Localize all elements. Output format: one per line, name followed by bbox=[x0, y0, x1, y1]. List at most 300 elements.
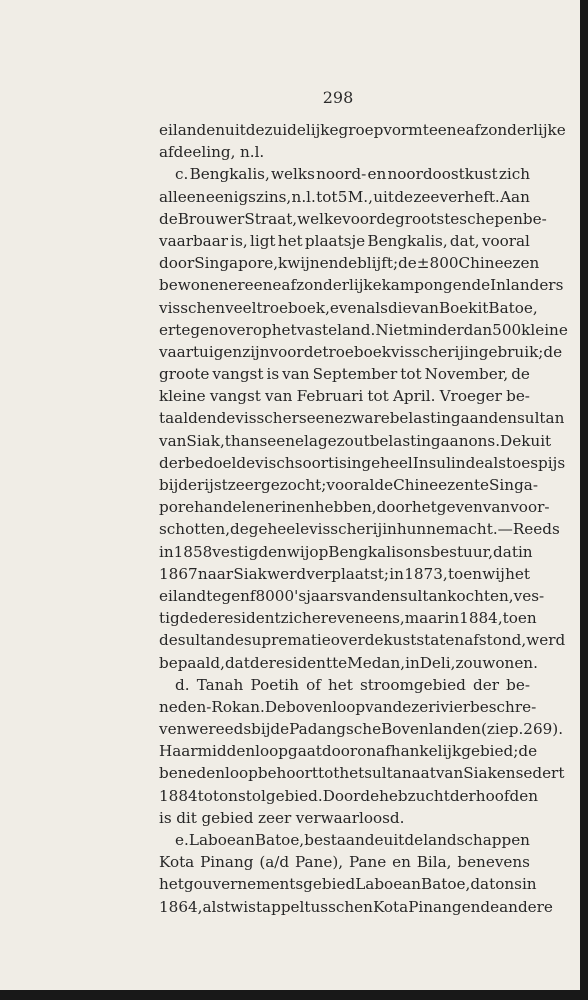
word: en bbox=[367, 165, 387, 184]
word: vaartuigen bbox=[159, 342, 243, 361]
word: Tanah bbox=[196, 675, 244, 694]
word: er bbox=[228, 276, 245, 295]
word: Niet bbox=[375, 320, 409, 339]
word: toespijs bbox=[506, 453, 566, 472]
word: ligt bbox=[250, 231, 276, 250]
word: en bbox=[392, 853, 411, 872]
word: rijst bbox=[197, 476, 228, 494]
text-line bbox=[159, 696, 537, 718]
word: de bbox=[394, 187, 414, 206]
word: welke bbox=[297, 209, 343, 228]
word: verplaatst; bbox=[306, 564, 390, 583]
word: Bovenlanden bbox=[381, 720, 481, 739]
word: deze bbox=[392, 697, 429, 716]
word: 1858 bbox=[173, 542, 213, 561]
word: wonen. bbox=[482, 653, 538, 672]
word: kleine bbox=[521, 320, 568, 339]
scan-border-right bbox=[580, 0, 588, 1000]
word: maar bbox=[404, 609, 445, 628]
word: te bbox=[473, 476, 490, 494]
word: den bbox=[488, 409, 517, 428]
word: Medan, bbox=[347, 653, 406, 672]
word: voor bbox=[342, 209, 377, 228]
word: dan bbox=[463, 320, 493, 339]
word: Poetih bbox=[250, 675, 299, 694]
word: in bbox=[346, 453, 362, 472]
word: kuststaten bbox=[383, 631, 465, 650]
word: ves- bbox=[513, 586, 545, 605]
word: vangst bbox=[209, 387, 261, 406]
word: stroomgebied bbox=[360, 675, 466, 694]
word: noordoostkust bbox=[387, 165, 498, 184]
word: er bbox=[265, 498, 282, 517]
word: ons. bbox=[468, 431, 501, 450]
word: Haar bbox=[159, 742, 198, 761]
word: eene bbox=[306, 409, 344, 428]
word: die bbox=[387, 298, 412, 317]
text-line bbox=[159, 430, 552, 452]
text-line bbox=[159, 563, 530, 585]
word: de bbox=[159, 631, 178, 650]
body-text bbox=[159, 119, 568, 918]
word: door bbox=[376, 498, 412, 517]
text-line bbox=[159, 141, 530, 163]
word: gebied; bbox=[461, 742, 519, 761]
word: of bbox=[306, 675, 321, 694]
word: eveneens, bbox=[328, 609, 405, 628]
word: twistappel bbox=[224, 897, 305, 916]
word: Februari bbox=[296, 387, 364, 406]
word: Siak bbox=[233, 564, 267, 583]
word: dat bbox=[224, 653, 250, 672]
word: de bbox=[471, 276, 491, 295]
word: van bbox=[344, 586, 372, 605]
text-line bbox=[159, 252, 540, 274]
word: van bbox=[265, 387, 293, 406]
word: resident bbox=[217, 609, 281, 628]
word: zich bbox=[498, 165, 530, 184]
page-number: 298 bbox=[322, 88, 354, 107]
word: onafhankelijk bbox=[357, 742, 462, 761]
word: tusschen bbox=[304, 897, 373, 916]
word: be- bbox=[522, 209, 547, 228]
word: veel bbox=[225, 298, 257, 317]
word: De bbox=[264, 697, 287, 716]
word: 269). bbox=[523, 720, 564, 739]
word: troeboek, bbox=[256, 298, 330, 317]
text-line bbox=[159, 829, 530, 851]
word: wij bbox=[286, 542, 310, 561]
word: bestuur, bbox=[430, 542, 494, 561]
word: gouvernementsgebied bbox=[183, 875, 356, 894]
word: geven bbox=[436, 498, 483, 517]
word: er bbox=[311, 609, 329, 628]
word: dat bbox=[470, 875, 496, 894]
word: is, bbox=[230, 231, 248, 250]
word: eene bbox=[428, 121, 466, 139]
word: Inlanders bbox=[490, 276, 564, 295]
word: sultan bbox=[399, 586, 448, 605]
word: e. bbox=[175, 831, 189, 849]
word: 1884 bbox=[159, 786, 198, 805]
word: vooral bbox=[481, 231, 530, 250]
word: eiland bbox=[159, 586, 207, 605]
word: c. bbox=[175, 165, 189, 184]
text-line bbox=[159, 363, 530, 385]
word: Pane), bbox=[294, 853, 344, 872]
word: is bbox=[334, 453, 347, 472]
word: Vroeger bbox=[439, 387, 502, 406]
word: sultanaat bbox=[364, 764, 436, 783]
word: jaars bbox=[306, 586, 344, 605]
word: zware bbox=[343, 409, 390, 428]
word: op bbox=[252, 320, 272, 339]
text-line bbox=[159, 652, 538, 674]
word: Singapore, bbox=[194, 254, 279, 273]
word: Bila, bbox=[416, 853, 452, 872]
word: de bbox=[245, 121, 265, 139]
text-line bbox=[159, 297, 538, 319]
word: vaarbaar bbox=[159, 231, 229, 250]
text-line bbox=[159, 186, 530, 208]
text-line bbox=[159, 629, 566, 651]
text-line bbox=[159, 740, 538, 762]
word: en bbox=[295, 498, 315, 517]
word: voor bbox=[269, 342, 304, 361]
word: andere bbox=[499, 897, 553, 916]
word: in bbox=[464, 342, 479, 361]
word: van bbox=[435, 764, 464, 783]
word: macht. bbox=[444, 520, 498, 539]
word: taalden bbox=[159, 409, 217, 428]
word: uit bbox=[383, 831, 405, 849]
word: tegenover bbox=[175, 320, 253, 339]
word: tolgebied. bbox=[245, 786, 323, 805]
word: van bbox=[365, 697, 393, 716]
word: tot bbox=[400, 365, 422, 384]
text-line bbox=[159, 163, 530, 185]
word: vormt bbox=[383, 121, 429, 139]
word: Siak bbox=[463, 764, 497, 783]
text-line bbox=[159, 718, 564, 740]
word: in bbox=[517, 542, 533, 561]
word: de bbox=[216, 409, 236, 428]
word: bestaande bbox=[304, 831, 384, 849]
word: benevens bbox=[457, 853, 530, 872]
text-line bbox=[159, 785, 538, 807]
word: Boekit bbox=[438, 298, 489, 317]
text-line bbox=[159, 407, 565, 429]
word: als bbox=[484, 453, 506, 472]
word: zich bbox=[280, 609, 312, 628]
word: kochten, bbox=[447, 586, 514, 605]
word: voor- bbox=[510, 498, 550, 517]
word: de bbox=[518, 742, 538, 761]
word: uit bbox=[373, 187, 395, 206]
word: ven bbox=[159, 720, 187, 739]
word: de bbox=[225, 631, 244, 650]
text-line bbox=[159, 119, 566, 141]
word: en bbox=[461, 897, 481, 916]
word: toen bbox=[447, 564, 482, 583]
word: der bbox=[449, 786, 476, 805]
word: Reeds bbox=[512, 520, 560, 539]
word: d. bbox=[175, 675, 190, 694]
word: werd bbox=[526, 631, 566, 650]
word: November, bbox=[424, 365, 509, 384]
word: 500 bbox=[492, 320, 522, 339]
word: hebben, bbox=[314, 498, 377, 517]
word: het bbox=[159, 875, 184, 894]
word: visscherij bbox=[309, 520, 383, 539]
word: in bbox=[382, 520, 397, 539]
word: September bbox=[312, 365, 398, 384]
word: gaat bbox=[287, 742, 322, 761]
text-line bbox=[159, 319, 568, 341]
word: De bbox=[500, 431, 522, 450]
word: 1867 bbox=[159, 564, 198, 583]
word: gebruik; bbox=[478, 342, 544, 361]
word: van bbox=[159, 431, 187, 450]
word: Straat, bbox=[244, 209, 298, 228]
word: visschen bbox=[159, 298, 226, 317]
word: in bbox=[405, 653, 420, 672]
word: Brouwer bbox=[177, 209, 245, 228]
word: dit bbox=[176, 808, 197, 827]
word: plaatsje bbox=[304, 231, 366, 250]
word: bij bbox=[159, 476, 179, 494]
word: de bbox=[374, 476, 394, 494]
text-line bbox=[159, 496, 550, 518]
text-line bbox=[159, 851, 530, 873]
word: geheele bbox=[248, 520, 310, 539]
word: de bbox=[398, 254, 417, 273]
word: van bbox=[482, 498, 511, 517]
word: 5 bbox=[337, 187, 348, 206]
word: 8000 bbox=[255, 586, 295, 605]
word: lage bbox=[304, 431, 337, 450]
word: behoort bbox=[257, 764, 318, 783]
word: Batoe, bbox=[421, 875, 471, 894]
word: 1884, bbox=[459, 609, 503, 628]
text-line bbox=[159, 474, 538, 496]
word: tot bbox=[318, 764, 340, 783]
word: alleen bbox=[159, 187, 206, 206]
word: reeds bbox=[208, 720, 252, 739]
word: eene bbox=[267, 431, 305, 450]
word: gezocht; bbox=[261, 476, 327, 494]
word: 1873, bbox=[404, 564, 448, 583]
word: het bbox=[411, 498, 437, 517]
word: be- bbox=[506, 387, 530, 406]
word: Pane bbox=[348, 853, 387, 872]
word: welks bbox=[271, 165, 315, 184]
word: door bbox=[159, 254, 195, 273]
text-line bbox=[159, 541, 533, 563]
text-line bbox=[159, 341, 563, 363]
word: kleine bbox=[159, 387, 206, 406]
word: Chineezen bbox=[393, 476, 474, 494]
word: de bbox=[230, 520, 249, 539]
word: tegen bbox=[206, 586, 250, 605]
word: M., bbox=[347, 187, 373, 206]
word: thans bbox=[224, 431, 268, 450]
word: Padangsche bbox=[289, 720, 382, 739]
word: noord- bbox=[316, 165, 367, 184]
word: Insulinde bbox=[412, 453, 485, 472]
word: werd bbox=[267, 564, 307, 583]
word: over bbox=[330, 631, 365, 650]
word: troeboekvisscherij bbox=[322, 342, 465, 361]
word: en bbox=[496, 764, 516, 783]
word: afstond, bbox=[464, 631, 527, 650]
word: het bbox=[328, 675, 353, 694]
word: dat bbox=[493, 542, 518, 561]
word: afdeeling, bbox=[159, 143, 236, 162]
word: (a/d bbox=[259, 853, 290, 872]
word: Bengkalis bbox=[328, 542, 404, 561]
word: in bbox=[281, 498, 296, 517]
word: Door bbox=[322, 786, 361, 805]
word: pore bbox=[159, 498, 195, 517]
text-line bbox=[159, 230, 530, 252]
word: bewonen bbox=[159, 276, 229, 295]
word: vangst bbox=[212, 365, 264, 384]
word: afzonderlijke bbox=[281, 276, 382, 295]
text-line bbox=[159, 762, 565, 784]
word: toen bbox=[502, 609, 537, 628]
word: 's bbox=[294, 586, 307, 605]
word: zeer bbox=[257, 808, 292, 827]
word: Laboean bbox=[188, 831, 255, 849]
word: en bbox=[452, 276, 472, 295]
word: zeer bbox=[227, 476, 261, 494]
word: de bbox=[303, 342, 323, 361]
word: hunne bbox=[396, 520, 445, 539]
word: is bbox=[266, 365, 280, 384]
word: de bbox=[376, 209, 396, 228]
word: minder bbox=[408, 320, 464, 339]
word: Singa- bbox=[489, 476, 538, 494]
word: ons bbox=[495, 875, 522, 894]
word: het bbox=[271, 320, 297, 339]
word: schotten, bbox=[159, 520, 231, 539]
word: Pinang bbox=[200, 853, 254, 872]
word: de bbox=[270, 720, 290, 739]
scan-border-bottom bbox=[0, 990, 588, 1000]
word: te bbox=[332, 653, 348, 672]
word: de bbox=[511, 365, 530, 384]
word: dat, bbox=[449, 231, 480, 250]
word: p. bbox=[508, 720, 524, 739]
word: bij bbox=[251, 720, 271, 739]
word: uit bbox=[225, 121, 246, 139]
word: in bbox=[521, 875, 537, 894]
word: sultan bbox=[517, 409, 565, 428]
text-line bbox=[159, 518, 560, 540]
word: tigde bbox=[159, 609, 199, 628]
word: Kota bbox=[159, 853, 195, 872]
word: de bbox=[543, 342, 563, 361]
text-line bbox=[159, 452, 566, 474]
word: Batoe, bbox=[488, 298, 538, 317]
word: het bbox=[339, 764, 365, 783]
word: hebzucht bbox=[379, 786, 450, 805]
text-line bbox=[159, 807, 530, 829]
word: Laboean bbox=[355, 875, 422, 894]
text-line bbox=[159, 896, 553, 918]
word: vestigden bbox=[212, 542, 287, 561]
text-line bbox=[159, 274, 564, 296]
word: de bbox=[480, 897, 500, 916]
word: Aan bbox=[500, 187, 530, 206]
word: (zie bbox=[480, 720, 509, 739]
word: in bbox=[159, 542, 174, 561]
word: kuit bbox=[521, 431, 552, 450]
word: Batoe, bbox=[254, 831, 305, 849]
word: evenals bbox=[329, 298, 388, 317]
word: ± bbox=[416, 254, 430, 273]
word: n.l. bbox=[239, 143, 265, 162]
text-line bbox=[159, 674, 530, 696]
word: tot bbox=[316, 187, 338, 206]
word: bedoelde bbox=[184, 453, 256, 472]
word: April. bbox=[392, 387, 436, 406]
text-line bbox=[159, 385, 530, 407]
word: Deli, bbox=[419, 653, 456, 672]
word: Chineezen bbox=[458, 254, 540, 273]
word: de bbox=[249, 653, 269, 672]
word: kwijnende bbox=[278, 254, 358, 273]
word: blijft; bbox=[357, 254, 399, 273]
word: visschers bbox=[235, 409, 307, 428]
word: verheft. bbox=[439, 187, 500, 206]
word: de bbox=[360, 786, 380, 805]
word: in bbox=[444, 609, 460, 628]
word: middenloop bbox=[197, 742, 288, 761]
word: f bbox=[249, 586, 256, 605]
word: tot bbox=[367, 387, 389, 406]
word: tot bbox=[197, 786, 220, 805]
text-line bbox=[159, 208, 547, 230]
text-line bbox=[159, 607, 537, 629]
word: bepaald, bbox=[159, 653, 225, 672]
word: van bbox=[411, 298, 439, 317]
word: Siak, bbox=[186, 431, 225, 450]
word: suprematie bbox=[243, 631, 331, 650]
word: als bbox=[202, 897, 225, 916]
word: resident bbox=[268, 653, 333, 672]
word: be- bbox=[506, 675, 530, 694]
word: op bbox=[309, 542, 329, 561]
word: landschappen bbox=[423, 831, 530, 849]
word: eene bbox=[244, 276, 282, 295]
word: het bbox=[505, 564, 530, 583]
word: beschre- bbox=[470, 697, 537, 716]
word: zoutbelasting bbox=[336, 431, 441, 450]
word: door bbox=[321, 742, 358, 761]
word: 800 bbox=[429, 254, 459, 273]
word: bovenloop bbox=[286, 697, 366, 716]
word: belasting bbox=[389, 409, 461, 428]
word: n.l. bbox=[291, 187, 316, 206]
word: ons bbox=[403, 542, 431, 561]
word: het bbox=[277, 231, 303, 250]
word: rivier bbox=[428, 697, 471, 716]
word: de bbox=[159, 209, 178, 228]
word: afzonderlijke bbox=[465, 121, 566, 139]
text-line bbox=[159, 585, 545, 607]
